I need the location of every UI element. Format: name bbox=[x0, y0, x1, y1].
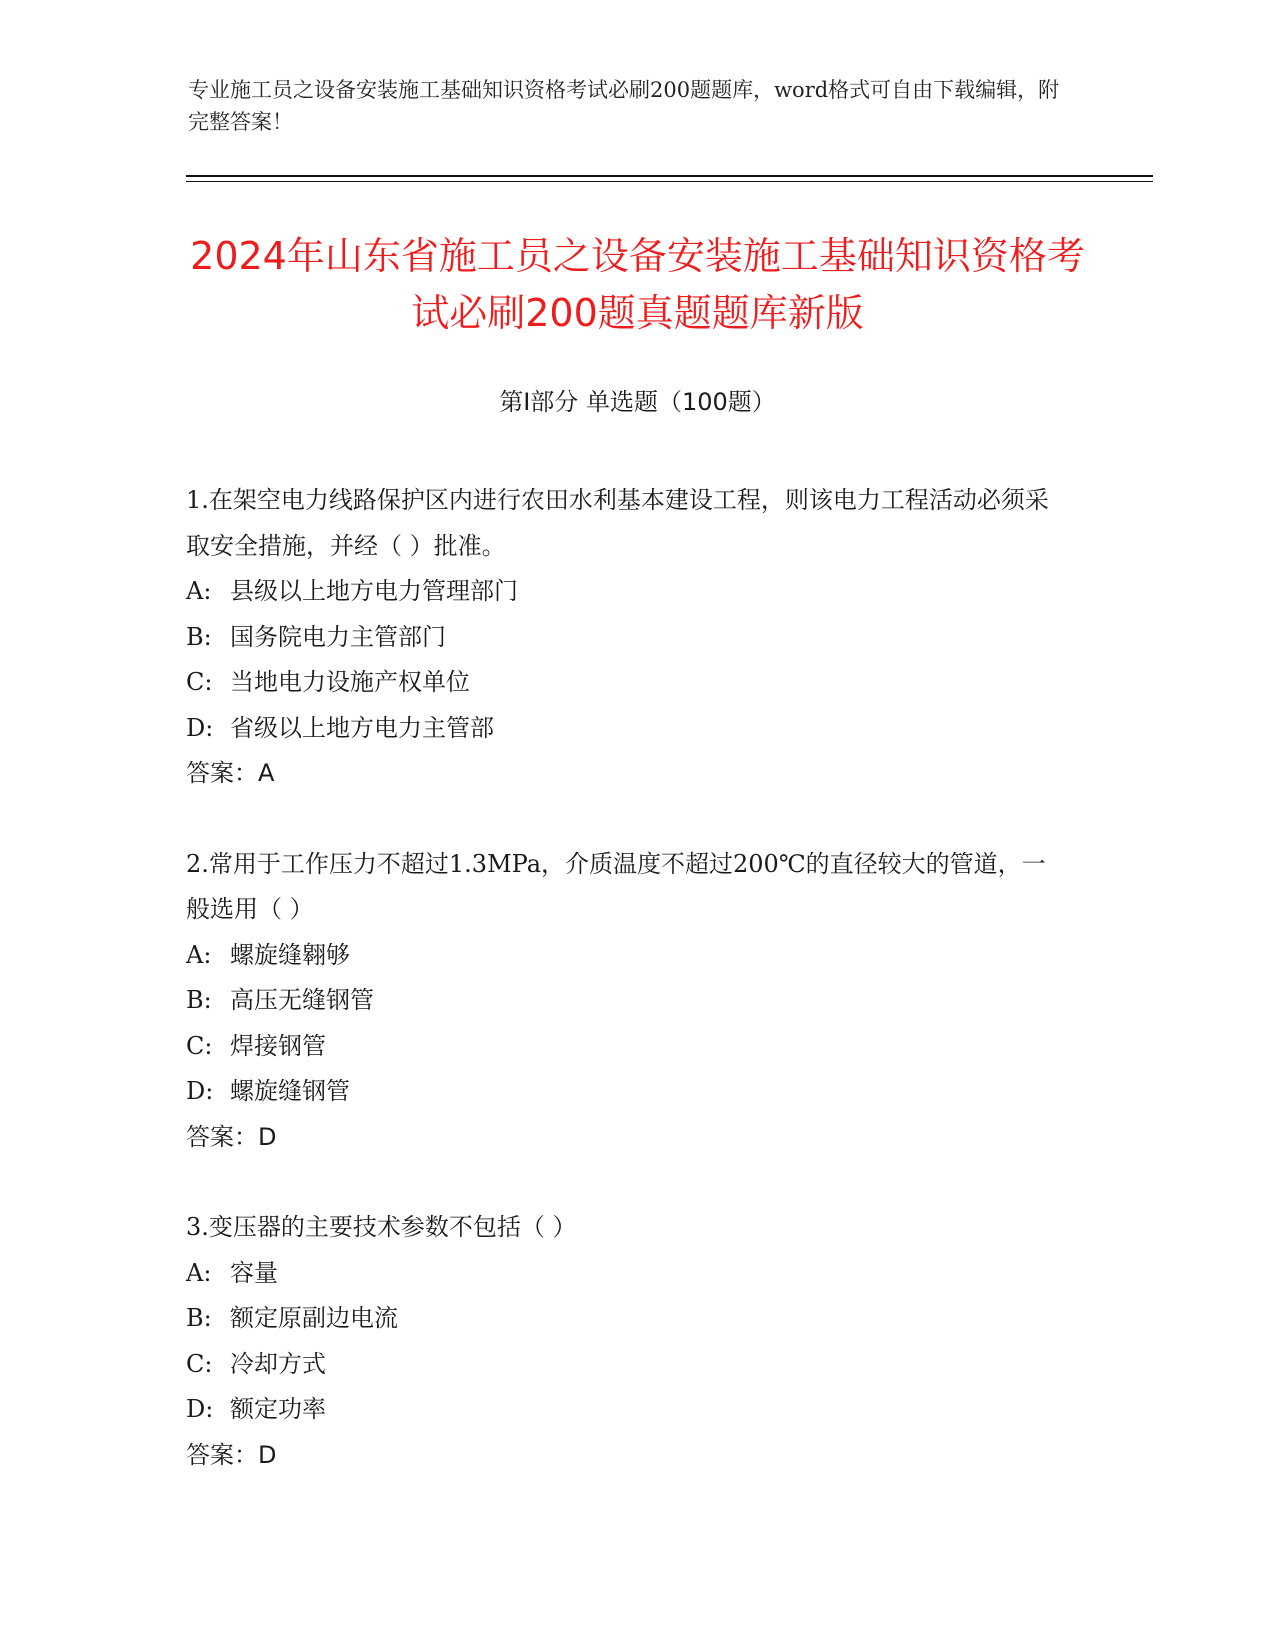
answer-line: 答案：D bbox=[186, 1440, 277, 1469]
option-text: 容量 bbox=[230, 1258, 278, 1287]
option-text: 额定原副边电流 bbox=[230, 1304, 398, 1332]
question-stem: 2.常用于工作压力不超过1.3MPa，介质温度不超过200℃的直径较大的管道，一般选用（ ） bbox=[186, 849, 1046, 923]
option-text: 额定功率 bbox=[230, 1395, 326, 1423]
option-letter: A: bbox=[186, 577, 212, 605]
question-2 bbox=[186, 842, 1066, 1161]
option-c bbox=[186, 1342, 1066, 1388]
option-text: 国务院电力主管部门 bbox=[230, 622, 446, 651]
option-letter: C: bbox=[186, 1349, 213, 1378]
answer-line: 答案：A bbox=[186, 759, 275, 787]
option-letter: D: bbox=[186, 1395, 214, 1423]
header-note: 专业施工员之设备安装施工基础知识资格考试必刷200题题库，word格式可自由下载编辑，附完整答案！ bbox=[188, 78, 1060, 134]
option-d bbox=[186, 706, 1066, 752]
option-b bbox=[186, 1296, 1066, 1342]
option-c bbox=[186, 660, 1066, 706]
option-text: 当地电力设施产权单位 bbox=[230, 668, 470, 696]
option-letter: A: bbox=[186, 1258, 212, 1287]
section-title: 第I部分 单选题（100题） bbox=[499, 388, 776, 416]
option-letter: D: bbox=[186, 713, 214, 742]
option-letter: C: bbox=[186, 668, 213, 696]
option-b bbox=[186, 615, 1066, 661]
option-text: 螺旋缝翱够 bbox=[230, 940, 350, 969]
option-text: 螺旋缝钢管 bbox=[230, 1077, 350, 1105]
document-title: 2024年山东省施工员之设备安装施工基础知识资格考试必刷200题真题题库新版 bbox=[190, 234, 1085, 335]
question-list bbox=[186, 478, 1066, 1523]
option-d bbox=[186, 1069, 1066, 1115]
option-text: 省级以上地方电力主管部 bbox=[230, 713, 494, 742]
option-letter: B: bbox=[186, 986, 212, 1014]
option-a bbox=[186, 1251, 1066, 1297]
header-divider-thin bbox=[186, 181, 1153, 182]
option-letter: B: bbox=[186, 1304, 212, 1332]
header-divider-thick bbox=[186, 175, 1153, 177]
option-letter: B: bbox=[186, 622, 212, 651]
option-a bbox=[186, 569, 1066, 615]
option-b bbox=[186, 978, 1066, 1024]
question-1 bbox=[186, 478, 1066, 797]
question-stem: 1.在架空电力线路保护区内进行农田水利基本建设工程，则该电力工程活动必须采取安全措施，并经（ ）批准。 bbox=[186, 486, 1049, 560]
option-text: 县级以上地方电力管理部门 bbox=[230, 577, 518, 605]
option-letter: A: bbox=[186, 940, 212, 969]
question-stem: 3.变压器的主要技术参数不包括（ ） bbox=[186, 1213, 577, 1241]
option-text: 高压无缝钢管 bbox=[230, 986, 374, 1014]
option-a bbox=[186, 933, 1066, 979]
option-text: 焊接钢管 bbox=[230, 1031, 326, 1060]
option-text: 冷却方式 bbox=[230, 1349, 326, 1378]
option-d bbox=[186, 1387, 1066, 1433]
option-letter: C: bbox=[186, 1031, 213, 1060]
answer-line: 答案：D bbox=[186, 1122, 277, 1151]
option-letter: D: bbox=[186, 1077, 214, 1105]
option-c bbox=[186, 1024, 1066, 1070]
question-3 bbox=[186, 1205, 1066, 1478]
